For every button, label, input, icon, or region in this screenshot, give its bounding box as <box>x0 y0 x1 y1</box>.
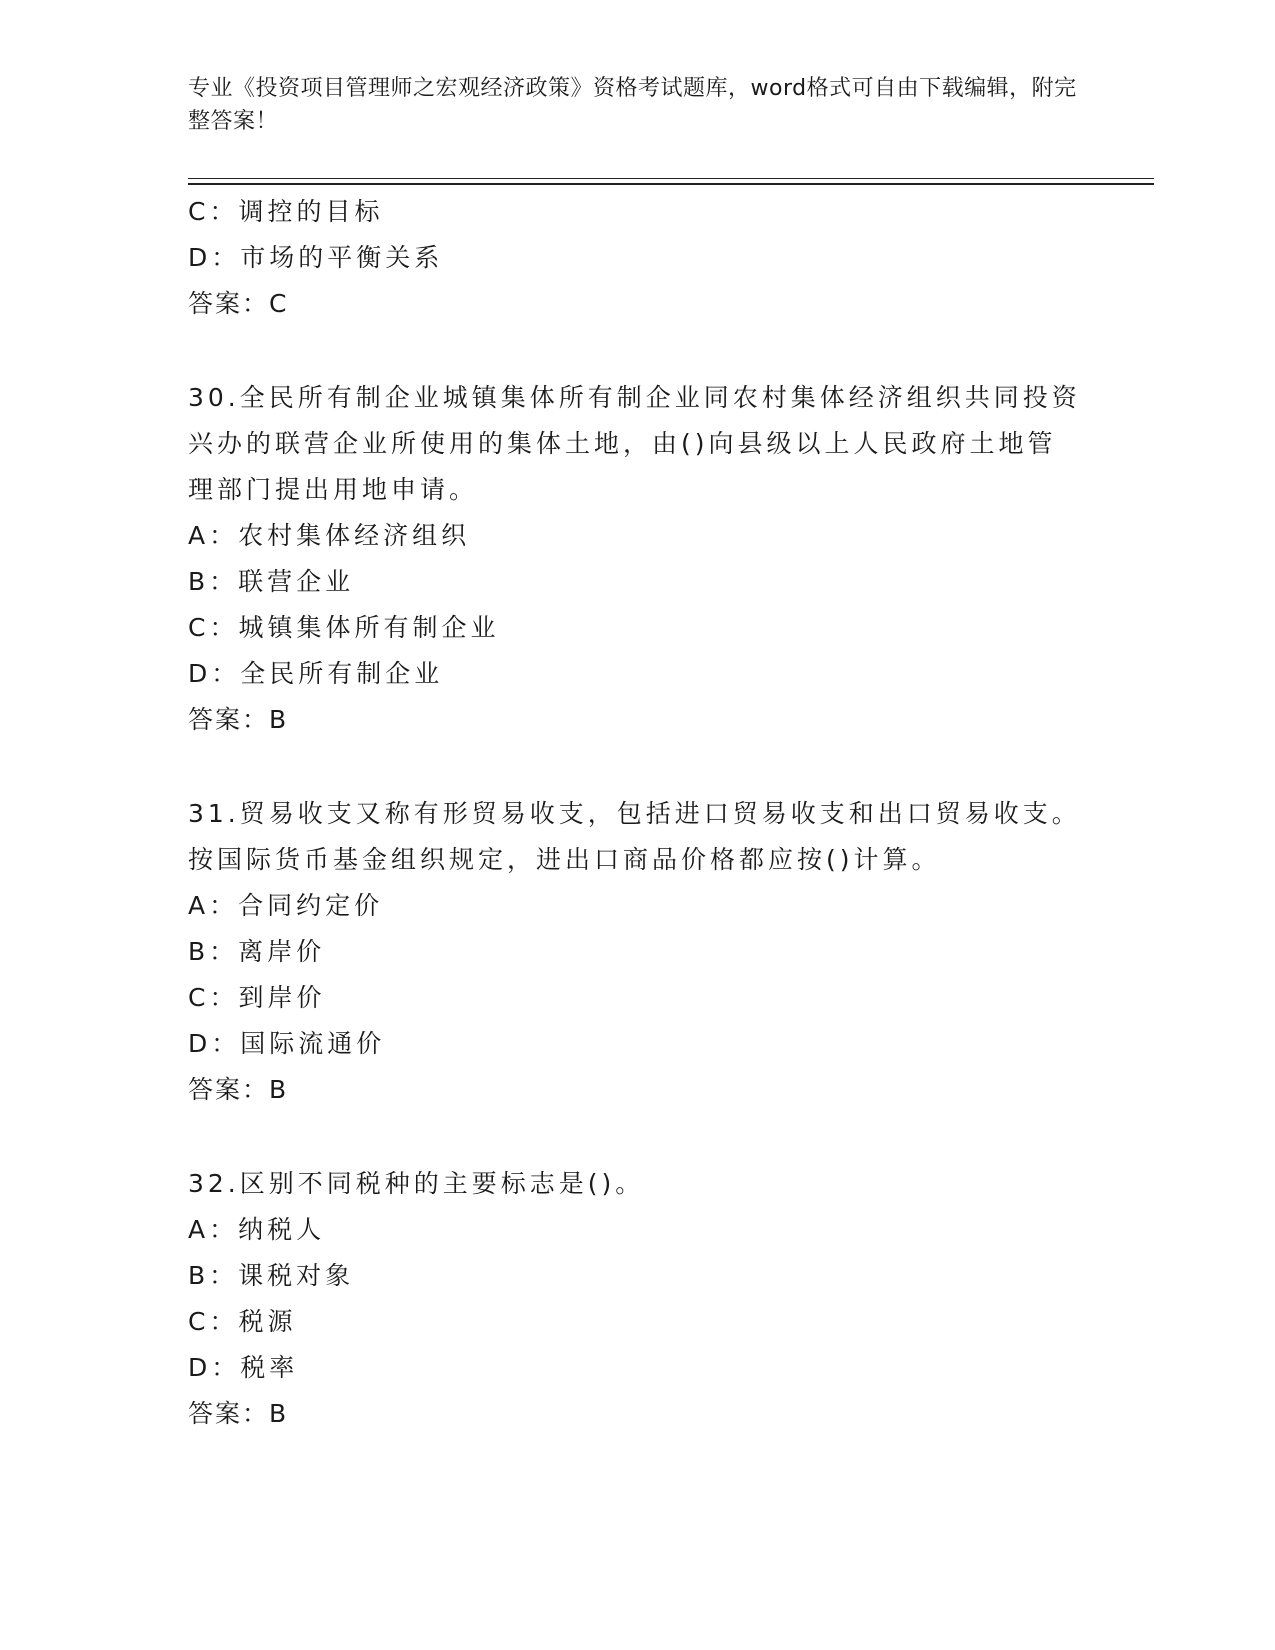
question-29-continuation <box>188 189 1088 327</box>
question-text-line-1: 31.贸易收支又称有形贸易收支，包括进口贸易收支和出口贸易收支。 <box>188 799 1081 828</box>
option-c: C：城镇集体所有制企业 <box>188 613 500 642</box>
option-d: D：国际流通价 <box>188 1029 386 1058</box>
option-d: D：市场的平衡关系 <box>188 243 444 272</box>
answer: 答案：B <box>188 705 289 734</box>
option-a: A：合同约定价 <box>188 891 384 920</box>
question-31 <box>188 791 1088 1113</box>
spacer <box>188 327 1088 375</box>
option-d: D：税率 <box>188 1353 299 1382</box>
header-rule-thick <box>188 183 1154 185</box>
question-text-line-3: 理部门提出用地申请。 <box>188 475 479 504</box>
option-a: A：农村集体经济组织 <box>188 521 471 550</box>
option-c: C：税源 <box>188 1307 297 1336</box>
option-b: B：离岸价 <box>188 937 326 966</box>
answer: 答案：C <box>188 289 289 318</box>
header-rule-thin <box>188 178 1154 179</box>
option-a: A：纳税人 <box>188 1215 326 1244</box>
option-d: D：全民所有制企业 <box>188 659 444 688</box>
answer: 答案：B <box>188 1075 289 1104</box>
header-text: 专业《投资项目管理师之宏观经济政策》资格考试题库，word格式可自由下载编辑，附完整答案！ <box>188 76 1077 134</box>
spacer <box>188 743 1088 791</box>
option-c: C：到岸价 <box>188 983 326 1012</box>
question-text-line-1: 32.区别不同税种的主要标志是()。 <box>188 1169 645 1198</box>
question-text-line-2: 按国际货币基金组织规定，进出口商品价格都应按()计算。 <box>188 845 941 874</box>
question-30 <box>188 375 1088 743</box>
question-text-line-1: 30.全民所有制企业城镇集体所有制企业同农村集体经济组织共同投资 <box>188 383 1081 412</box>
option-b: B：课税对象 <box>188 1261 355 1290</box>
question-32 <box>188 1161 1088 1437</box>
question-text-line-2: 兴办的联营企业所使用的集体土地，由()向县级以上人民政府土地管 <box>188 429 1057 458</box>
page-header <box>188 72 1078 138</box>
answer: 答案：B <box>188 1399 289 1428</box>
option-b: B：联营企业 <box>188 567 355 596</box>
option-c: C：调控的目标 <box>188 197 384 226</box>
spacer <box>188 1113 1088 1161</box>
document-body <box>188 189 1088 1437</box>
